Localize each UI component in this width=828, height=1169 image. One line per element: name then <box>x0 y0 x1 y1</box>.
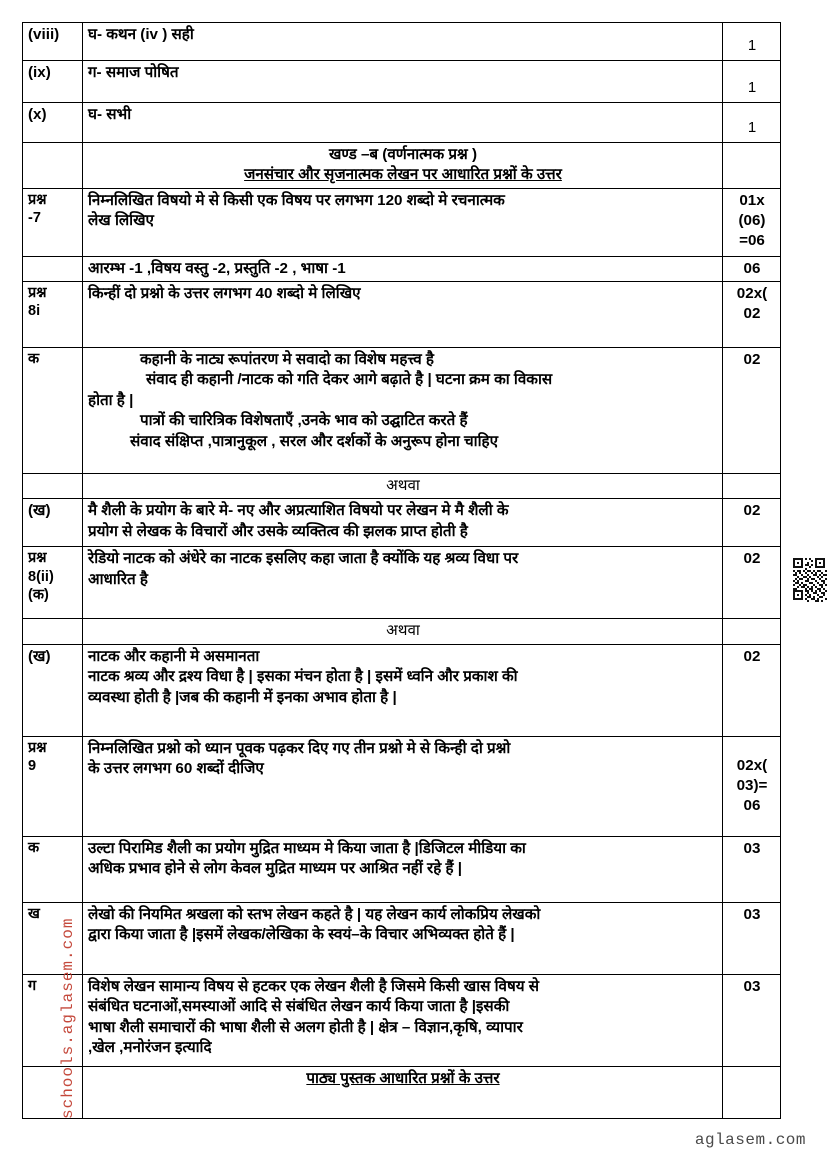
q8ii-kha-line3: व्यवस्था होती है |जब की कहानी में इनका अभाव होता है | <box>88 688 397 706</box>
row-marks-x: 1 <box>723 103 781 143</box>
q8i-ka-line1: कहानी के नाट्य रूपांतरण मे सवादो का विशेष महत्त्व है <box>140 351 434 369</box>
athva-1-number <box>23 474 83 499</box>
table-row <box>23 619 781 644</box>
table-row <box>23 902 781 974</box>
q8i-ka-line5: संवाद संक्षिप्त ,पात्रानुकूल , सरल और दर्शकों के अनुरूप होना चाहिए <box>130 432 499 450</box>
row-marks-q7-breakup: 06 <box>723 256 781 281</box>
q9-ga-line2: संबंधित घटनाओं,समस्याओं आदि से संबंधित लेखन कार्य किया जाता है |इसकी <box>88 998 510 1016</box>
row-number-q9-line1: प्रश्न <box>28 739 47 756</box>
row-number-q8ii-ka <box>23 547 83 619</box>
qr-code-icon <box>793 558 827 602</box>
row-number-q8i-line1: प्रश्न <box>28 285 47 302</box>
q8i-ka-line2: संवाद ही कहानी /नाटक को गति देकर आगे बढ़ाते है | घटना क्रम का विकास <box>146 371 553 389</box>
row-answer-ix: ग- समाज पोषित <box>83 61 723 103</box>
q8ii-kha-line2: नाटक श्रव्य और द्रश्य विधा है | इसका मंचन होता है | इसमें ध्वनि और प्रकाश की <box>88 668 518 686</box>
q7-mark-line2: (06) <box>738 212 766 230</box>
textbook-section-heading <box>83 1066 723 1118</box>
athva-1-label: अथवा <box>83 474 723 499</box>
row-number-q8i <box>23 282 83 348</box>
q8ii-ka-line2: आधारित है <box>88 570 148 588</box>
table-row <box>23 547 781 619</box>
section-b-title: खण्ड –ब (वर्णनात्मक प्रश्न ) <box>328 146 478 163</box>
q8i-ka-line4: पात्रों की चारित्रिक विशेषताएँ ,उनके भाव को उद्घाटित करते हैं <box>140 412 468 430</box>
row-answer-q8i: किन्हीं दो प्रश्नो के उत्तर लगभग 40 शब्दो मे लिखिए <box>83 282 723 348</box>
q9-mark-line2: 03)= <box>736 777 768 795</box>
row-number-q8i-kha: (ख) <box>23 499 83 547</box>
q8i-kha-line1: मै शैली के प्रयोग के बारे मे- नए और अप्रत्याशित विषयो पर लेखन मे मै शैली के <box>88 502 509 520</box>
q9-mark-line3: 06 <box>743 797 761 815</box>
row-number-q9 <box>23 736 83 836</box>
table-row <box>23 282 781 348</box>
table-row <box>23 836 781 902</box>
q9-kha-line2: द्वारा किया जाता है |इसमें लेखक/लेखिका के स्वयं–के विचार अभिव्यक्त होते हैं | <box>88 926 515 944</box>
row-answer-viii: घ- कथन (iv ) सही <box>83 23 723 61</box>
athva-2-marks <box>723 619 781 644</box>
corner-watermark: aglasem.com <box>694 1131 806 1149</box>
row-answer-q9-kha <box>83 902 723 974</box>
q8ii-kha-line1: नाटक और कहानी मे असमानता <box>88 647 260 665</box>
row-number-q8ii-line2: 8(ii) <box>28 568 54 585</box>
row-answer-q7-breakup: आरम्भ -1 ,विषय वस्तु -2, प्रस्तुति -2 , भाषा -1 <box>83 256 723 281</box>
q8i-mark-line2: 02 <box>743 305 761 323</box>
q9-line2: के उत्तर लगभग 60 शब्दों दीजिए <box>88 760 264 778</box>
row-number-q9-ka: क <box>23 836 83 902</box>
row-marks-q8i-ka: 02 <box>723 348 781 474</box>
q7-mark-line1: 01x <box>739 191 765 209</box>
q9-ka-line1: उल्टा पिरामिड शैली का प्रयोग मुद्रित माध्यम मे किया जाता है |डिजिटल मीडिया का <box>88 839 526 857</box>
q9-ga-line1: विशेष लेखन सामान्य विषय से हटकर एक लेखन शैली है जिसमे किसी खास विषय से <box>88 977 540 995</box>
athva-2-label: अथवा <box>83 619 723 644</box>
row-number-q9-kha: ख <box>23 902 83 974</box>
table-row <box>23 974 781 1066</box>
textbook-section-number <box>23 1066 83 1118</box>
table-row <box>23 474 781 499</box>
side-watermark: schools.aglasem.com <box>59 917 77 1119</box>
row-number-q8i-line2: 8i <box>28 303 41 320</box>
table-row <box>23 1066 781 1118</box>
q9-kha-line1: लेखो की नियमित श्रखला को स्तभ लेखन कहते है | यह लेखन कार्य लोकप्रिय लेखको <box>88 905 541 923</box>
row-number-q8ii-line3: (क) <box>28 586 49 603</box>
row-answer-q9 <box>83 736 723 836</box>
row-number-q8ii-kha: (ख) <box>23 644 83 736</box>
row-number-q8ii-line1: प्रश्न <box>28 550 47 567</box>
row-number-q7 <box>23 188 83 256</box>
athva-2-number <box>23 619 83 644</box>
table-row <box>23 143 781 189</box>
row-marks-q9-ga: 03 <box>723 974 781 1066</box>
row-answer-q8ii-kha <box>83 644 723 736</box>
row-marks-q8i-kha: 02 <box>723 499 781 547</box>
table-row <box>23 348 781 474</box>
row-answer-q7 <box>83 188 723 256</box>
table-row <box>23 103 781 143</box>
section-b-heading <box>83 143 723 189</box>
row-answer-q8i-ka <box>83 348 723 474</box>
table-row <box>23 644 781 736</box>
q7-line1: निम्नलिखित विषयो मे से किसी एक विषय पर लगभग 120 शब्दो मे रचनात्मक <box>88 191 505 209</box>
row-number-q7-line1: प्रश्न <box>28 191 47 208</box>
row-marks-viii: 1 <box>723 23 781 61</box>
row-marks-q9 <box>723 736 781 836</box>
q8i-kha-line2: प्रयोग से लेखक के विचारों और उसके व्यक्तित्व की झलक प्राप्त होती है <box>88 522 468 540</box>
row-number-viii: (viii) <box>23 23 83 61</box>
q9-ga-line4: ,खेल ,मनोरंजन इत्यादि <box>88 1038 212 1056</box>
table-row <box>23 188 781 256</box>
athva-1-marks <box>723 474 781 499</box>
row-marks-q8i <box>723 282 781 348</box>
row-number-ix: (ix) <box>23 61 83 103</box>
q7-line2: लेख लिखिए <box>88 212 154 230</box>
row-answer-x: घ- सभी <box>83 103 723 143</box>
section-b-subtitle: जनसंचार और सृजनात्मक लेखन पर आधारित प्रश्नों के उत्तर <box>244 166 562 184</box>
row-marks-ix: 1 <box>723 61 781 103</box>
row-number-q7-line2: -7 <box>28 209 41 226</box>
q9-ka-line2: अधिक प्रभाव होने से लोग केवल मुद्रित माध्यम पर आश्रित नहीं रहे हैं | <box>88 860 463 878</box>
row-answer-q9-ga <box>83 974 723 1066</box>
section-b-number <box>23 143 83 189</box>
q7-mark-line3: =06 <box>739 232 765 250</box>
row-marks-q9-ka: 03 <box>723 836 781 902</box>
row-number-q7-breakup <box>23 256 83 281</box>
q9-mark-line1: 02x( <box>736 756 768 774</box>
section-b-marks <box>723 143 781 189</box>
row-answer-q9-ka <box>83 836 723 902</box>
row-marks-q7 <box>723 188 781 256</box>
row-number-q9-line2: 9 <box>28 757 37 774</box>
q8ii-ka-line1: रेडियो नाटक को अंधेरे का नाटक इसलिए कहा जाता है क्योंकि यह श्रव्य विधा पर <box>88 550 519 568</box>
table-row <box>23 736 781 836</box>
row-answer-q8ii-ka <box>83 547 723 619</box>
answer-key-table <box>22 22 781 1119</box>
q9-ga-line3: भाषा शैली समाचारों की भाषा शैली से अलग होती है | क्षेत्र – विज्ञान,कृषि, व्यापार <box>88 1018 523 1036</box>
table-row <box>23 499 781 547</box>
row-number-q9-ga: ग <box>23 974 83 1066</box>
q8i-mark-line1: 02x( <box>736 285 768 303</box>
table-row <box>23 256 781 281</box>
row-marks-q9-kha: 03 <box>723 902 781 974</box>
textbook-section-marks <box>723 1066 781 1118</box>
row-marks-q8ii-ka: 02 <box>723 547 781 619</box>
row-marks-q8ii-kha: 02 <box>723 644 781 736</box>
row-answer-q8i-kha <box>83 499 723 547</box>
textbook-section-title: पाठ्य पुस्तक आधारित प्रश्नों के उत्तर <box>306 1069 500 1087</box>
row-number-q8i-ka: क <box>23 348 83 474</box>
row-number-x: (x) <box>23 103 83 143</box>
table-row <box>23 61 781 103</box>
q8i-ka-line3: होता है | <box>88 391 134 409</box>
table-row <box>23 23 781 61</box>
q9-line1: निम्नलिखित प्रश्नो को ध्यान पूवक पढ़कर दिए गए तीन प्रश्नो मे से किन्ही दो प्रश्नो <box>88 739 511 757</box>
